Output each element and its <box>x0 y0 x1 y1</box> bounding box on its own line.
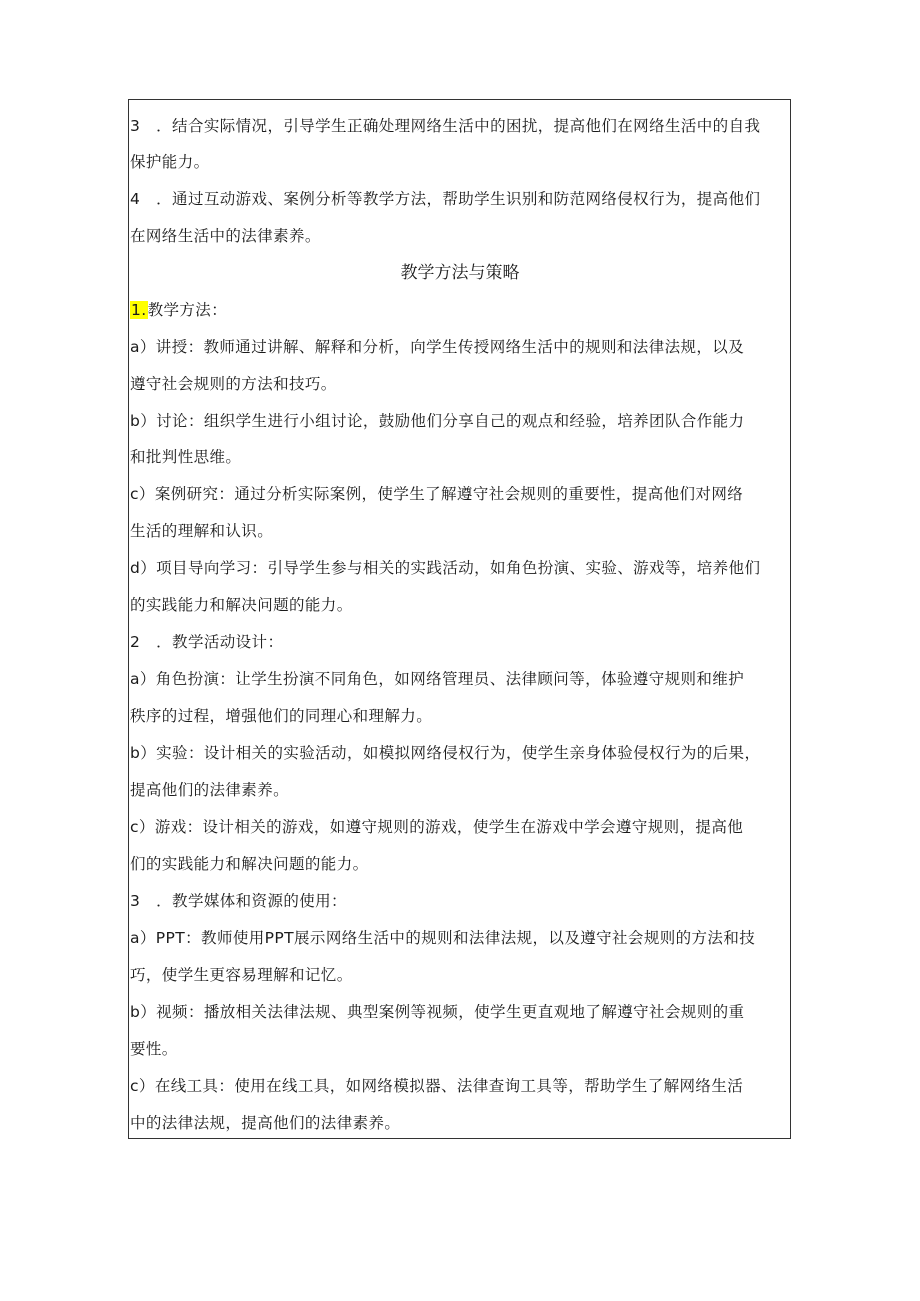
text-line: 4 ．通过互动游戏、案例分析等教学方法，帮助学生识别和防范网络侵权行为，提高他们 <box>130 190 761 208</box>
text-line: 3 ．教学媒体和资源的使用： <box>130 892 347 910</box>
text-line: 生活的理解和认识。 <box>130 522 274 540</box>
text-line: 3 ．结合实际情况，引导学生正确处理网络生活中的困扰，提高他们在网络生活中的自我 <box>130 117 761 135</box>
highlighted-number: 1. <box>131 301 147 319</box>
text-line: 秩序的过程，增强他们的同理心和理解力。 <box>130 707 433 725</box>
text-line: 在网络生活中的法律素养。 <box>130 227 321 245</box>
section-heading: 教学方法与策略 <box>400 263 520 283</box>
text-line: a）PPT：教师使用PPT展示网络生活中的规则和法律法规，以及遵守社会规则的方法和技 <box>130 929 756 947</box>
text-line: a）角色扮演：让学生扮演不同角色，如网络管理员、法律顾问等，体验遵守规则和维护 <box>130 670 745 688</box>
text-line: c）案例研究：通过分析实际案例，使学生了解遵守社会规则的重要性，提高他们对网络 <box>130 485 744 503</box>
text-line: 巧，使学生更容易理解和记忆。 <box>130 966 353 984</box>
text-line: b）实验：设计相关的实验活动，如模拟网络侵权行为，使学生亲身体验侵权行为的后果， <box>130 744 761 762</box>
text-line: 要性。 <box>130 1040 178 1058</box>
text-line: 提高他们的法律素养。 <box>130 781 290 799</box>
list-item-heading-text: 教学方法： <box>147 301 228 319</box>
text-line: 遵守社会规则的方法和技巧。 <box>130 375 337 393</box>
text-line: 们的实践能力和解决问题的能力。 <box>130 855 369 873</box>
text-line: d）项目导向学习：引导学生参与相关的实践活动，如角色扮演、实验、游戏等，培养他们 <box>130 559 761 577</box>
text-line: 的实践能力和解决问题的能力。 <box>130 596 353 614</box>
text-line: b）讨论：组织学生进行小组讨论，鼓励他们分享自己的观点和经验，培养团队合作能力 <box>130 412 745 430</box>
text-line: c）在线工具：使用在线工具，如网络模拟器、法律查询工具等，帮助学生了解网络生活 <box>130 1077 744 1095</box>
text-line: 中的法律法规，提高他们的法律素养。 <box>130 1114 401 1132</box>
text-line: 2 ．教学活动设计： <box>130 633 284 651</box>
text-line: 和批判性思维。 <box>130 448 242 466</box>
text-line: a）讲授：教师通过讲解、解释和分析，向学生传授网络生活中的规则和法律法规，以及 <box>130 338 745 356</box>
list-item-heading <box>130 300 790 320</box>
text-line: 保护能力。 <box>130 153 210 171</box>
text-line: b）视频：播放相关法律法规、典型案例等视频，使学生更直观地了解遵守社会规则的重 <box>130 1003 745 1021</box>
text-line: c）游戏：设计相关的游戏，如遵守规则的游戏，使学生在游戏中学会遵守规则，提高他 <box>130 818 744 836</box>
